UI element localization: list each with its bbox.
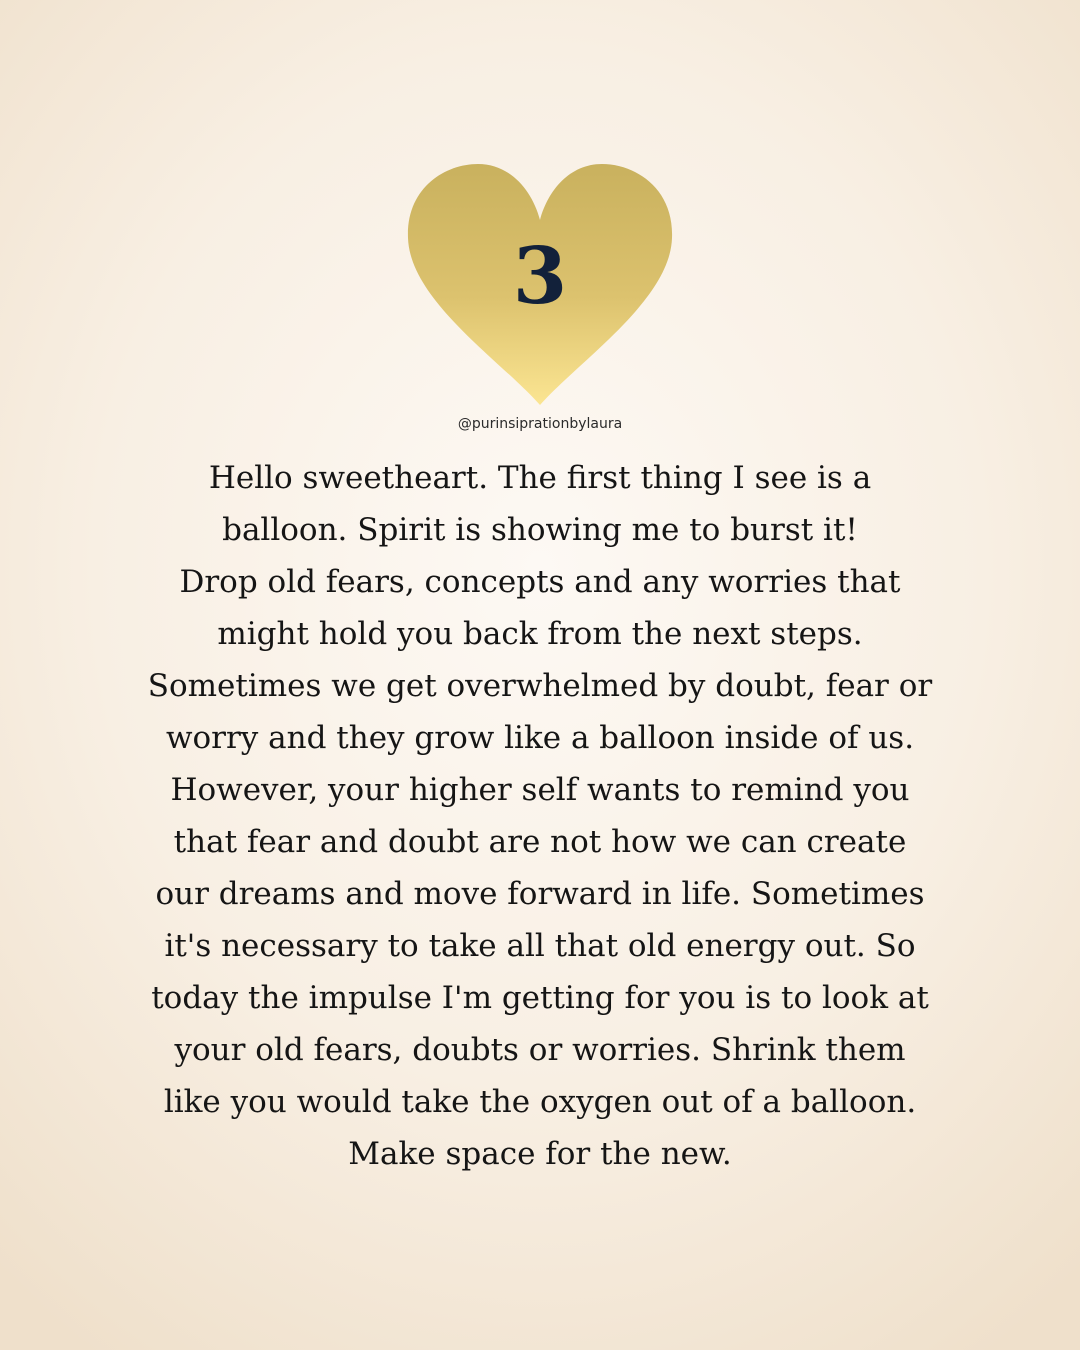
message-line: like you would take the oxygen out of a balloon. — [163, 1084, 917, 1120]
message-line: Drop old fears, concepts and any worries that — [179, 564, 901, 600]
message-line: our dreams and move forward in life. Sometimes — [155, 876, 925, 912]
message-text — [100, 452, 980, 1180]
message-line: Hello sweetheart. The first thing I see is a — [208, 460, 872, 496]
heart-number: 3 — [512, 231, 568, 322]
message-line: it's necessary to take all that old energy out. So — [164, 928, 916, 964]
message-line: might hold you back from the next steps. — [217, 616, 863, 652]
message-line: today the impulse I'm getting for you is to look at — [151, 980, 929, 1016]
message-line: that fear and doubt are not how we can create — [173, 824, 907, 860]
message-line: Sometimes we get overwhelmed by doubt, fear or — [147, 668, 933, 704]
message-line: balloon. Spirit is showing me to burst it! — [222, 512, 858, 548]
author-handle: @purinsiprationbylaura — [457, 416, 623, 432]
message-line: Make space for the new. — [348, 1136, 732, 1172]
message-line: However, your higher self wants to remind you — [170, 772, 910, 808]
message-line: worry and they grow like a balloon inside of us. — [165, 720, 915, 756]
number-heart — [400, 160, 680, 410]
message-line: your old fears, doubts or worries. Shrink them — [174, 1032, 906, 1068]
